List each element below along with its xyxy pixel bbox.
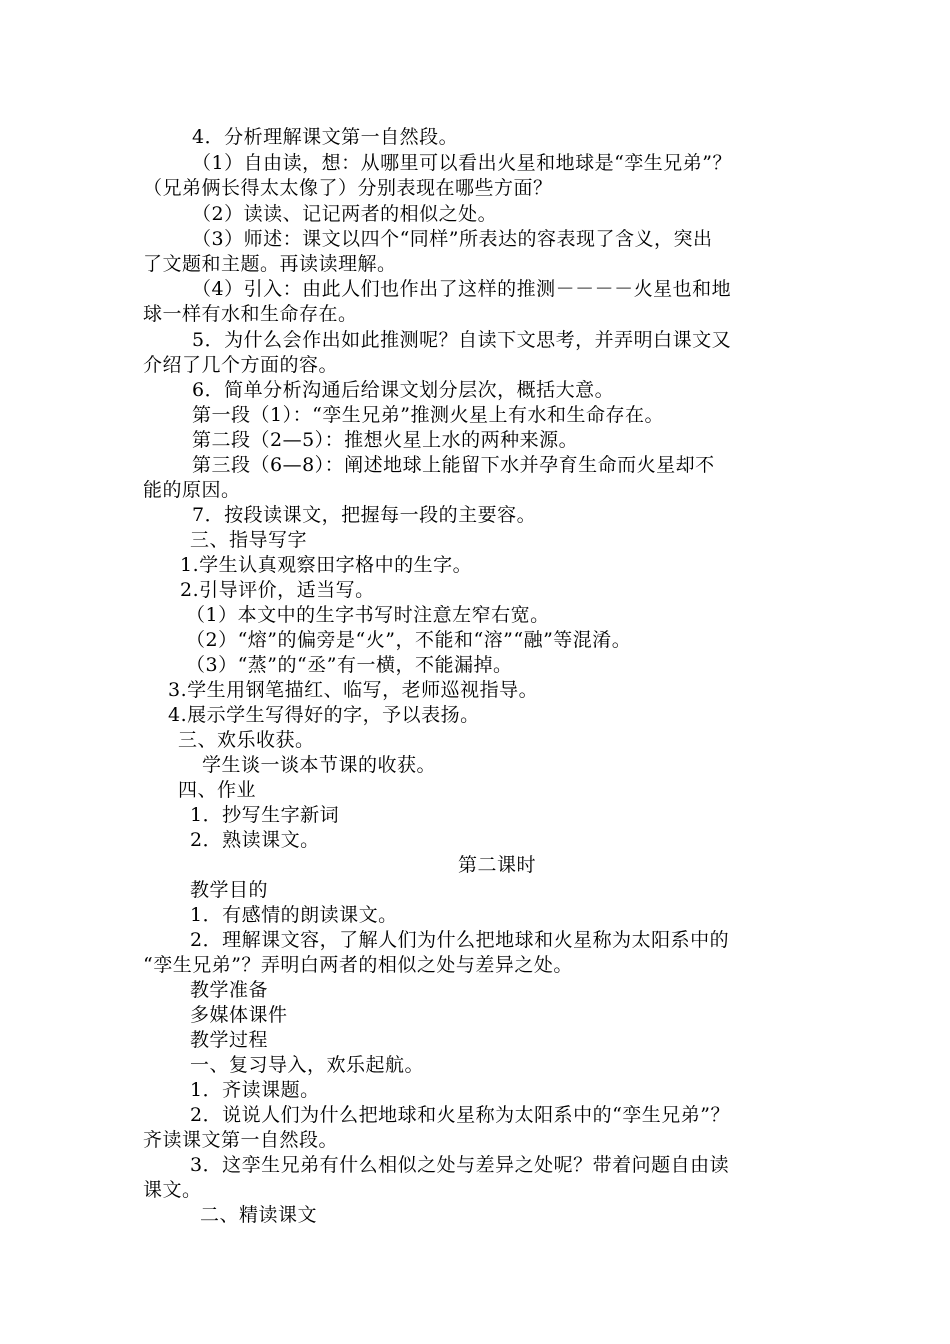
text-line: 2．理解课文容，了解人们为什么把地球和火星称为太阳系中的	[190, 929, 730, 951]
text-line: 2．说说人们为什么把地球和火星称为太阳系中的“孪生兄弟”？	[190, 1104, 731, 1126]
text-line: 1．抄写生字新词	[190, 804, 340, 826]
text-line: （2）“熔”的偏旁是“火”，不能和“溶”“融”等混淆。	[186, 629, 632, 651]
section-heading: 教学准备	[190, 979, 269, 1001]
section-heading: 二、精读课文	[200, 1204, 318, 1226]
section-heading: 三、欢乐收获。	[178, 729, 315, 751]
text-line: 能的原因。	[143, 479, 241, 501]
text-line: （3）师述：课文以四个“同样”所表达的容表现了含义，突出	[192, 228, 713, 250]
text-line: 介绍了几个方面的容。	[143, 354, 339, 376]
text-line: 多媒体课件	[190, 1004, 288, 1026]
text-line: 球一样有水和生命存在。	[143, 303, 358, 325]
text-line: 5．为什么会作出如此推测呢？自读下文思考，并弄明白课文又	[192, 329, 732, 351]
text-line: 第二段（2—5）：推想火星上水的两种来源。	[192, 429, 579, 451]
text-line: 1．有感情的朗读课文。	[190, 904, 398, 926]
section-heading: 四、作业	[178, 779, 257, 801]
text-line: 4．分析理解课文第一自然段。	[192, 126, 459, 148]
text-line: 2.引导评价，适当写。	[180, 579, 375, 601]
section-heading: 教学目的	[190, 879, 269, 901]
text-line: “孪生兄弟”？弄明白两者的相似之处与差异之处。	[143, 954, 573, 976]
text-line: （兄弟俩长得太太像了）分别表现在哪些方面？	[143, 177, 553, 199]
text-line: 齐读课文第一自然段。	[143, 1129, 339, 1151]
text-line: 7．按段读课文，把握每一段的主要容。	[192, 504, 537, 526]
lesson-title: 第二课时	[458, 854, 537, 876]
text-line: （1）本文中的生字书写时注意左窄右宽。	[186, 604, 550, 626]
text-line: 3.学生用钢笔描红、临写，老师巡视指导。	[168, 679, 539, 701]
text-line: （1）自由读，想：从哪里可以看出火星和地球是“孪生兄弟”？	[192, 152, 733, 174]
text-line: 6．简单分析沟通后给课文划分层次，概括大意。	[192, 379, 615, 401]
text-line: 第三段（6—8）：阐述地球上能留下水并孕育生命而火星却不	[192, 454, 715, 476]
text-line: （4）引入：由此人们也作出了这样的推测－－－－火星也和地	[192, 278, 732, 300]
text-line: 课文。	[143, 1179, 202, 1201]
text-line: （2）读读、记记两者的相似之处。	[192, 203, 498, 225]
section-heading: 一、复习导入，欢乐起航。	[190, 1054, 425, 1076]
text-line: 1.学生认真观察田字格中的生字。	[180, 554, 473, 576]
text-line: 2．熟读课文。	[190, 829, 320, 851]
section-heading: 三、指导写字	[190, 529, 308, 551]
text-line: 3．这孪生兄弟有什么相似之处与差异之处呢？带着问题自由读	[190, 1154, 730, 1176]
text-line: 学生谈一谈本节课的收获。	[202, 754, 437, 776]
section-heading: 教学过程	[190, 1029, 269, 1051]
text-line: 了文题和主题。再读读理解。	[143, 253, 397, 275]
text-line: （3）“蒸”的“丞”有一横，不能漏掉。	[186, 654, 513, 676]
text-line: 4.展示学生写得好的字，予以表扬。	[168, 704, 480, 726]
text-line: 第一段（1）：“孪生兄弟”推测火星上有水和生命存在。	[192, 404, 665, 426]
text-line: 1．齐读课题。	[190, 1079, 320, 1101]
